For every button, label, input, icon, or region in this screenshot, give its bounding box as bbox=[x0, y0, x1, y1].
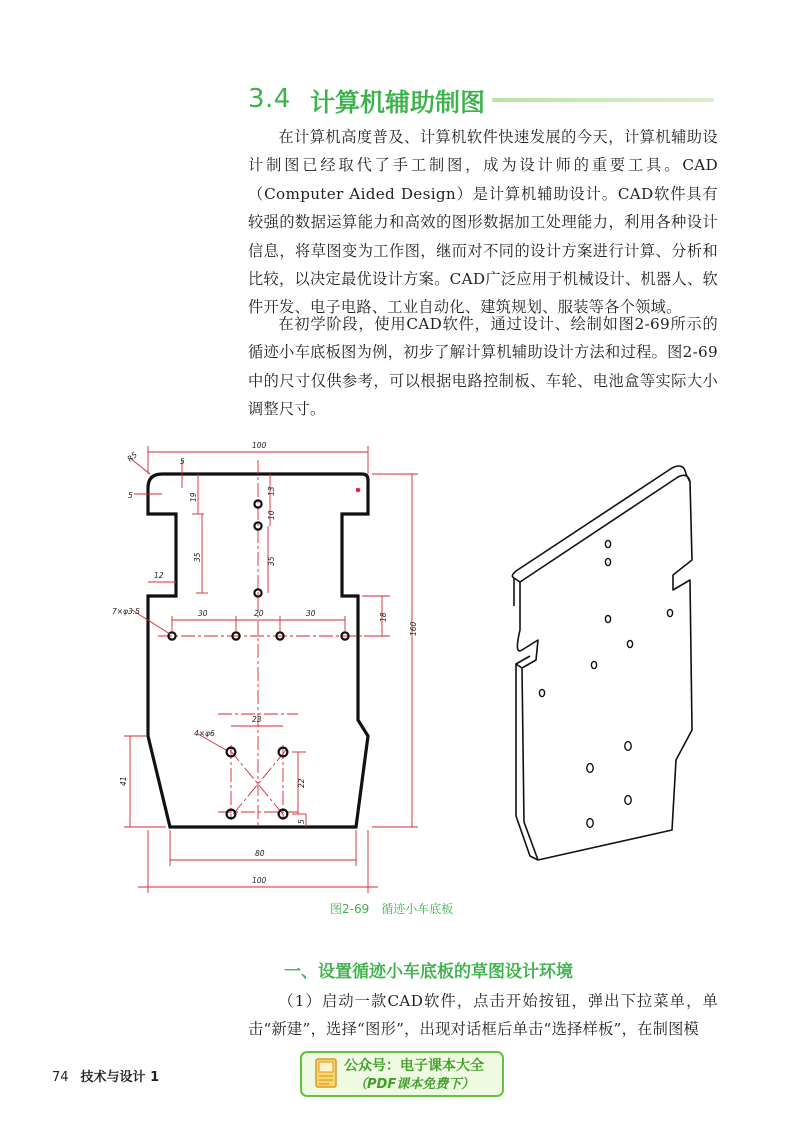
dim-18: 18 bbox=[379, 612, 388, 622]
section-heading bbox=[248, 80, 718, 120]
intro-paragraph bbox=[248, 123, 718, 322]
page-number: 74 bbox=[52, 1070, 69, 1085]
dim-bottom-inner: 80 bbox=[255, 849, 265, 858]
mount-holes bbox=[168, 489, 359, 819]
dim-overall-width: 100 bbox=[252, 441, 267, 450]
dim-height-total: 160 bbox=[409, 621, 418, 636]
section-rule bbox=[492, 98, 714, 102]
figure-2-69 bbox=[110, 430, 730, 900]
dim-bottom-outer: 100 bbox=[252, 876, 267, 885]
dim-23: 23 bbox=[252, 715, 262, 724]
figure-caption-text: 循迹小车底板 bbox=[381, 902, 454, 916]
cad-drawing bbox=[110, 430, 730, 900]
dim-20: 20 bbox=[254, 609, 264, 618]
step-paragraph bbox=[248, 987, 718, 1044]
dim-5-bottom: 5 bbox=[297, 819, 306, 824]
figure-caption bbox=[330, 900, 465, 917]
dim-10: 10 bbox=[267, 510, 276, 520]
hole-note-small: 7×φ3.5 bbox=[112, 607, 140, 616]
watermark-stamp bbox=[300, 1051, 504, 1097]
dim-13: 13 bbox=[267, 486, 276, 496]
dim-5-left: 5 bbox=[128, 491, 133, 500]
dim-30-right: 30 bbox=[306, 609, 316, 618]
center-lines bbox=[158, 460, 362, 825]
paragraph-2: 在初学阶段，使用CAD软件，通过设计、绘制如图2-69所示的循迹小车底板图为例，初步了解计算机辅助设计方法和过程。图2-69中的尺寸仅供参考，可以根据电路控制板、车轮、电池盒等实际大小调整尺寸。 bbox=[248, 315, 718, 419]
dim-35-right: 35 bbox=[267, 556, 276, 566]
dim-41: 41 bbox=[119, 776, 128, 786]
book-icon bbox=[314, 1057, 338, 1089]
section-number: 3.4 bbox=[248, 84, 291, 114]
dim-35-left: 35 bbox=[193, 552, 202, 562]
hole-note-large: 4×φ6 bbox=[194, 729, 215, 738]
figure-number: 图2-69 bbox=[330, 902, 370, 916]
page-footer bbox=[52, 1066, 159, 1085]
subsection-title: 一、设置循迹小车底板的草图设计环境 bbox=[284, 962, 573, 982]
stamp-line-2: （PDF课本免费下） bbox=[354, 1077, 475, 1092]
plate-3d-view bbox=[512, 466, 692, 860]
paragraph-3: （1）启动一款CAD软件，点击开始按钮，弹出下拉菜单，单击“新建”，选择“图形”，出现对话框后单击“选择样板”，在制图模 bbox=[248, 992, 718, 1039]
dim-12: 12 bbox=[154, 571, 164, 580]
dim-30-left: 30 bbox=[198, 609, 208, 618]
section-title: 计算机辅助制图 bbox=[310, 88, 486, 117]
dim-r5: R5 bbox=[125, 450, 139, 464]
book-title: 技术与设计 1 bbox=[80, 1070, 160, 1085]
dim-5-top: 5 bbox=[180, 457, 185, 466]
practice-paragraph bbox=[248, 310, 718, 424]
paragraph-1: 在计算机高度普及、计算机软件快速发展的今天，计算机辅助设计制图已经取代了手工制图，成为设计师的重要工具。CAD（Computer Aided Design）是计算机辅助设计。CAD软件具有较强的数据运算能力和高效的图形数据加工处理能力，利用各种设计信息，将草图变为工作图，继而对不同的设计方案进行计算、分析和比较，以决定最优设计方案。CAD广泛应用于机械设计、机器人、软件开发、电子电路、工业自动化、建筑规划、服装等各个领域。 bbox=[248, 128, 718, 317]
dim-19: 19 bbox=[189, 492, 198, 502]
dim-22: 22 bbox=[297, 778, 306, 788]
stamp-line-1: 公众号：电子课本大全 bbox=[344, 1058, 484, 1074]
